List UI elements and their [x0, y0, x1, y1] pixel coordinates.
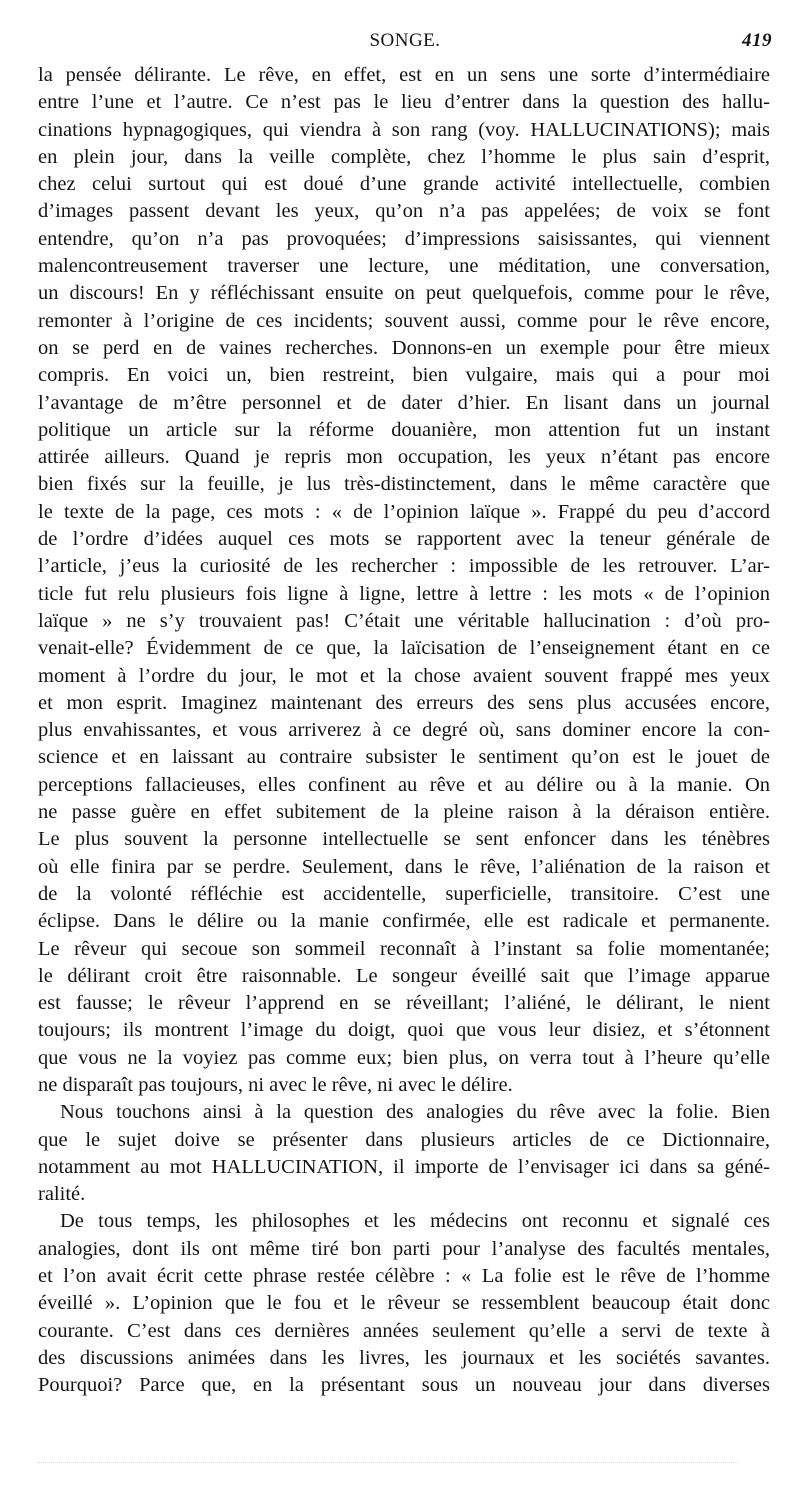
text-line: chez celui surtout qui est doué d’une grande activité intellectuelle, combien: [38, 173, 770, 196]
page-body: [38, 62, 770, 1400]
text-line: bien fixés sur la feuille, je lus très-distinctement, dans le même caractère que: [38, 473, 770, 496]
text-line: De tous temps, les philosophes et les médecins ont reconnu et signalé ces: [60, 1210, 770, 1233]
footer-rule: [38, 1462, 738, 1466]
text-line: ticle fut relu plusieurs fois ligne à ligne, lettre à lettre : les mots « de l’opinion: [38, 582, 770, 605]
text-line: attirée ailleurs. Quand je repris mon occupation, les yeux n’étant pas encore: [38, 446, 770, 469]
text-line: Nous touchons ainsi à la question des analogies du rêve avec la folie. Bien: [60, 1101, 770, 1124]
text-line: la pensée délirante. Le rêve, en effet, est en un sens une sorte d’intermédiaire: [38, 64, 770, 86]
text-line: laïque » ne s’y trouvaient pas! C’était une véritable hallucination : d’où pro-: [38, 609, 770, 632]
text-line: que le sujet doive se présenter dans plusieurs articles de ce Dictionnaire,: [38, 1128, 770, 1151]
text-line: notamment au mot HALLUCINATION, il importe de l’envisager ici dans sa géné-: [38, 1155, 770, 1178]
text-line: et mon esprit. Imaginez maintenant des erreurs des sens plus accusées encore,: [38, 691, 770, 714]
text-line: politique un article sur la réforme douanière, mon attention fut un instant: [38, 418, 770, 441]
text-line: que vous ne la voyiez pas comme eux; bien plus, on verra tout à l’heure qu’elle: [38, 1046, 770, 1069]
text-line: de la volonté réfléchie est accidentelle, superficielle, transitoire. C’est une: [38, 882, 770, 905]
paragraph: [38, 1099, 770, 1208]
text-line: ralité.: [38, 1183, 86, 1206]
text-line: éclipse. Dans le délire ou la manie confirmée, elle est radicale et permanente.: [38, 910, 770, 933]
text-line: entendre, qu’on n’a pas provoquées; d’impressions saisissantes, qui viennent: [38, 227, 770, 250]
text-line: le texte de la page, ces mots : « de l’opinion laïque ». Frappé du peu d’accord: [38, 500, 770, 523]
text-line: un discours! En y réfléchissant ensuite on peut quelquefois, comme pour le rêve,: [38, 282, 770, 305]
text-line: science et en laissant au contraire subsister le sentiment qu’on est le jouet de: [38, 746, 770, 769]
text-line: entre l’une et l’autre. Ce n’est pas le lieu d’entrer dans la question des hallu-: [38, 91, 770, 114]
text-line: toujours; ils montrent l’image du doigt, quoi que vous leur disiez, et s’étonnent: [38, 1019, 770, 1042]
text-line: éveillé ». L’opinion que le fou et le rêveur se ressemblent beaucoup était donc: [38, 1292, 770, 1315]
text-line: remonter à l’origine de ces incidents; souvent aussi, comme pour le rêve encore,: [38, 309, 770, 332]
text-line: plus envahissantes, et vous arriverez à ce degré où, sans dominer encore la con-: [38, 719, 770, 742]
paragraph: [38, 62, 770, 1099]
running-title: SONGE.: [369, 30, 441, 51]
text-line: d’images passent devant les yeux, qu’on n’a pas appelées; de voix se font: [38, 200, 770, 223]
page-number: 419: [742, 30, 772, 51]
text-line: perceptions fallacieuses, elles confinent au rêve et au délire ou à la manie. On: [38, 773, 770, 796]
text-line: ne passe guère en effet subitement de la pleine raison à la déraison entière.: [38, 801, 770, 824]
text-line: Le rêveur qui secoue son sommeil reconnaît à l’instant sa folie momentanée;: [38, 937, 770, 960]
text-line: Le plus souvent la personne intellectuelle se sent enfoncer dans les ténèbres: [38, 828, 770, 851]
text-line: l’avantage de m’être personnel et de dater d’hier. En lisant dans un journal: [38, 391, 770, 414]
text-line: Pourquoi? Parce que, en la présentant sous un nouveau jour dans diverses: [38, 1374, 770, 1397]
text-line: on se perd en de vaines recherches. Donnons-en un exemple pour être mieux: [38, 336, 770, 359]
text-line: venait-elle? Évidemment de ce que, la laïcisation de l’enseignement étant en ce: [38, 637, 770, 660]
text-line: compris. En voici un, bien restreint, bien vulgaire, mais qui a pour moi: [38, 364, 770, 387]
text-line: analogies, dont ils ont même tiré bon parti pour l’analyse des facultés mentales,: [38, 1237, 770, 1260]
text-line: où elle finira par se perdre. Seulement, dans le rêve, l’aliénation de la raison et: [38, 855, 770, 878]
running-header: [38, 28, 772, 56]
text-line: le délirant croit être raisonnable. Le songeur éveillé sait que l’image apparue: [38, 964, 770, 987]
text-line: cinations hypnagogiques, qui viendra à son rang (voy. HALLUCINATIONS); mais: [38, 118, 770, 141]
text-line: courante. C’est dans ces dernières années seulement qu’elle a servi de texte à: [38, 1319, 770, 1342]
text-line: malencontreusement traverser une lecture, une méditation, une conversation,: [38, 255, 770, 278]
text-line: moment à l’ordre du jour, le mot et la chose avaient souvent frappé mes yeux: [38, 664, 770, 687]
text-line: l’article, j’eus la curiosité de les rechercher : impossible de les retrouver. L’ar-: [38, 555, 770, 578]
text-line: de l’ordre d’idées auquel ces mots se rapportent avec la teneur générale de: [38, 528, 770, 551]
text-line: en plein jour, dans la veille complète, chez l’homme le plus sain d’esprit,: [38, 145, 770, 168]
text-line: des discussions animées dans les livres, les journaux et les sociétés savantes.: [38, 1346, 770, 1369]
text-line: est fausse; le rêveur l’apprend en se réveillant; l’aliéné, le délirant, le nient: [38, 992, 770, 1015]
paragraph: [38, 1208, 770, 1399]
text-line: ne disparaît pas toujours, ni avec le rêve, ni avec le délire.: [38, 1073, 513, 1096]
text-line: et l’on avait écrit cette phrase restée célèbre : « La folie est le rêve de l’homme: [38, 1265, 770, 1288]
